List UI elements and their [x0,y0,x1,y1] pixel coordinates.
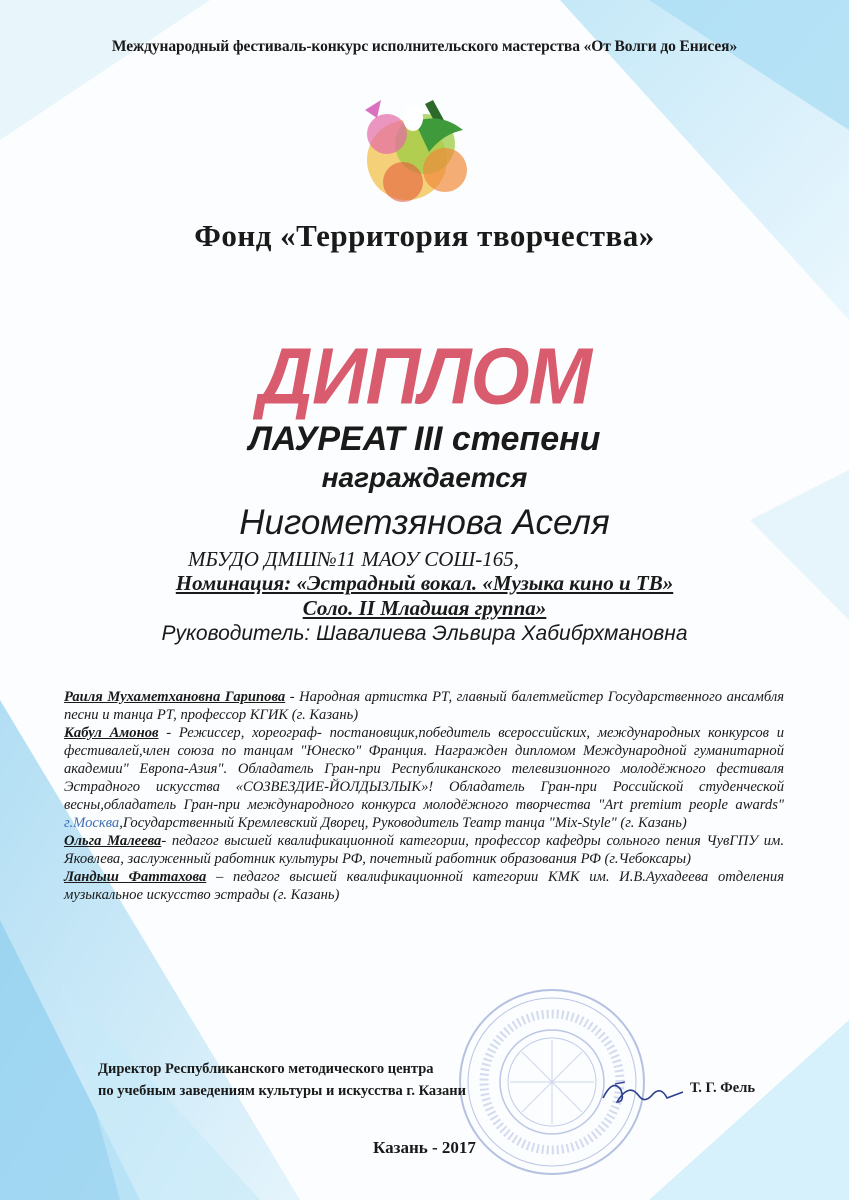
festival-title: Международный фестиваль-конкурс исполнительского мастерства «От Волги до Енисея» [111,38,738,55]
jury-member [64,868,784,904]
laureate-degree: ЛАУРЕАТ III степени [248,420,601,458]
jury-member-name: Ландыш Фаттахова [64,869,207,885]
jury-member-desc: - Народная артистка РТ, главный балетмейстер Государственного ансамбля песни и танца РТ, профессор КГИК (г. Казань) [64,689,784,723]
document-title: ДИПЛОМ [258,331,591,422]
leader-name: Руководитель: Шавалиева Эльвира Хабибрхмановна [161,622,688,645]
jury-member-desc: – педагог высшей квалификационной категории КМК им. И.В.Аухадеева отделения музыкальное искусство эстрады (г. Казань) [64,869,784,903]
place-year: Казань - 2017 [373,1138,476,1157]
awarded-label: награждается [321,462,528,493]
jury-member-name: Кабул Амонов [64,725,159,741]
category: Соло. II Младшая группа» [302,596,547,620]
signature [595,1072,685,1112]
jury-member-desc: - Режиссер, хореограф- постановщик,победитель всероссийских, международных конкурсов и фестивалей,член союза по танцам "Юнеско" Франция. Награжден дипломом Международной гуманитарной академии" Европа-Азия". Обладатель Гран-при Республиканского телевизионного молодёжного фестиваля Эстрадного искусства «СОЗВЕЗДИЕ-ЙОЛДЫЗЛЫК»! Обладатель Гран-при Российской студенческой весны,обладатель Гран-при международного конкурса молодёжного творчества "Art premium people awards" [64,725,784,813]
director-line-2: по учебным заведениям культуры и искусства г. Казани [98,1083,466,1099]
jury-member [64,724,784,832]
jury-member-name: Ольга Малеева [64,833,162,849]
recipient-name: Нигометзянова Аселя [239,503,610,542]
festival-logo [345,82,495,222]
jury-member-name: Раиля Мухаметхановна Гарипова [64,689,286,705]
school-name: МБУДО ДМШ№11 МАОУ СОШ-165, [188,547,520,571]
city-link: г.Москва [64,815,120,831]
jury-member [64,832,784,868]
signatory-name: Т. Г. Фель [690,1080,756,1096]
foundation-name: Фонд «Территория творчества» [194,218,655,253]
jury-member-desc-cont: ,Государственный Кремлевский Дворец, Руководитель Театр танца "Mix-Style" (г. Казань) [119,815,687,831]
director-title [98,1058,466,1102]
jury-member-desc: - педагог высшей квалификационной категории, профессор кафедры сольного пения ЧувГПУ им. Яковлева, заслуженный работник культуры РФ, почетный работник образования РФ (г.Чебоксары) [64,833,785,867]
nomination: Номинация: «Эстрадный вокал. «Музыка кино и ТВ» [175,571,674,595]
jury-list [64,688,784,904]
jury-member [64,688,784,724]
director-line-1: Директор Республиканского методического центра [98,1061,434,1077]
